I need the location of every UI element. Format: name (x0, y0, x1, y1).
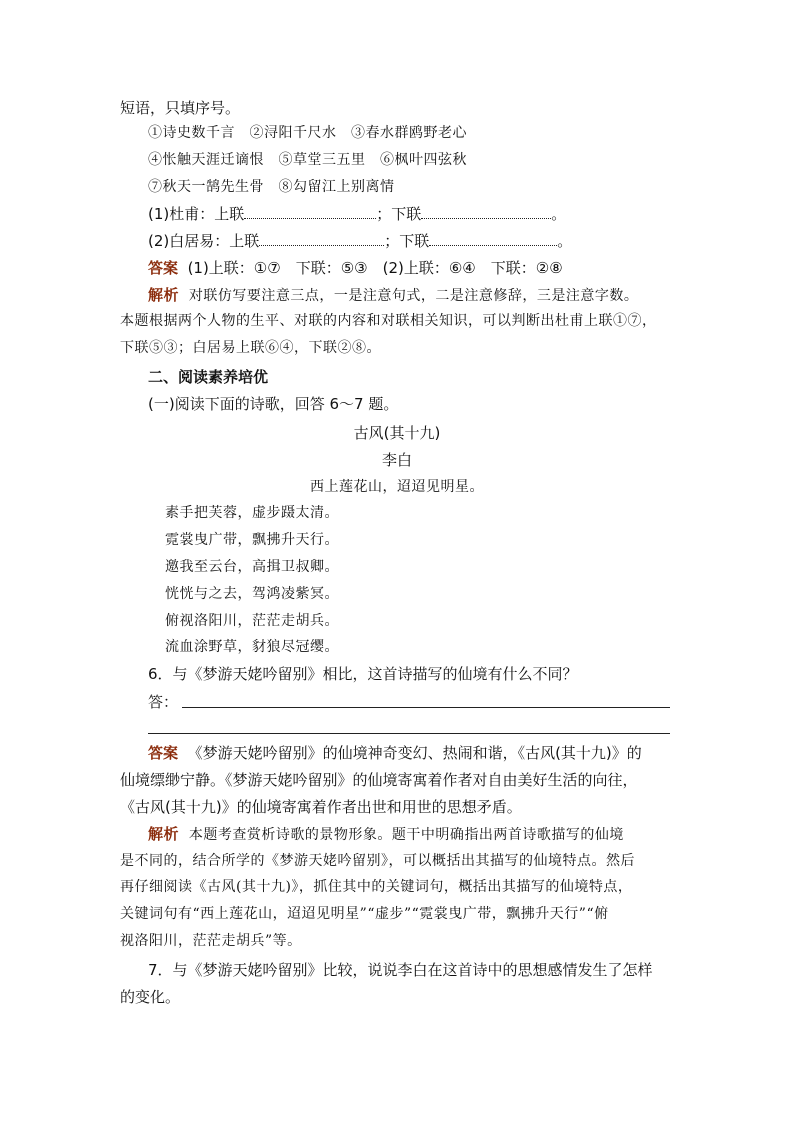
q6-answer-line-3-text: 《古风(其十九)》的仙境寄寓着作者出世和用世的思想矛盾。 (120, 798, 522, 816)
du-fu-lower-blank[interactable] (421, 204, 551, 219)
bai-juyi-period: 。 (557, 232, 573, 250)
section-heading: 二、阅读素养培优 (148, 368, 269, 386)
q6-question: 6．与《梦游天姥吟留别》相比，这首诗描写的仙境有什么不同？ (148, 665, 578, 683)
du-fu-period: 。 (551, 205, 567, 223)
poem-line: 邀我至云台，高揖卫叔卿。 (165, 559, 339, 575)
q6-analysis-line-2: 是不同的，结合所学的《梦游天姥吟留别》，可以概括出其描写的仙境特点。然后 (120, 853, 635, 869)
q6-analysis-line-4: 关键词句有“西上莲花山，迢迢见明星”“虚步”“霓裳曳广带，飘拂升天行”“俯 (120, 906, 609, 922)
bai-juyi-upper-blank[interactable] (259, 231, 384, 246)
q6-analysis-line-1 (148, 824, 624, 845)
q5-answer (148, 258, 563, 278)
q5-answer-text: (1)上联：①⑦ 下联：⑤③ (2)上联：⑥④ 下联：②⑧ (187, 259, 563, 277)
q7-question-line-2: 的变化。 (120, 988, 181, 1006)
poem-title: 古风(其十九) (353, 424, 441, 442)
q5-analysis-line-3: 下联⑤③；白居易上联⑥④，下联②⑧。 (120, 340, 381, 356)
q6-analysis-line-5: 视洛阳川，茫茫走胡兵”等。 (120, 933, 302, 949)
answer-label: 答案 (148, 744, 179, 762)
q6-answer-text-1: 《梦游天姥吟留别》的仙境神奇变幻、热闹和谐，《古风(其十九)》的 (187, 744, 642, 762)
q5-bai-juyi-row (148, 231, 572, 251)
q5-analysis-line-2: 本题根据两个人物的生平、对联的内容和对联相关知识，可以判断出杜甫上联①⑦， (120, 313, 657, 329)
bai-juyi-label: (2)白居易：上联 (148, 232, 260, 250)
poem-first-line: 西上莲花山，迢迢见明星。 (310, 479, 484, 495)
q6-answer-line-1[interactable] (182, 707, 670, 708)
q5-options-row-2: ④怅触天涯迁谪恨 ⑤草堂三五里 ⑥枫叶四弦秋 (148, 152, 467, 168)
q7-question-line-1: 7．与《梦游天姥吟留别》比较，说说李白在这首诗中的思想感情发生了怎样 (148, 961, 653, 979)
q5-du-fu-row (148, 204, 566, 224)
poem-line: 俯视洛阳川，茫茫走胡兵。 (165, 613, 339, 629)
bai-juyi-lower-label: ；下联 (384, 232, 430, 250)
du-fu-upper-blank[interactable] (244, 204, 376, 219)
q5-options-row-3: ⑦秋天一鹄先生骨 ⑧勾留江上别离情 (148, 179, 395, 195)
q6-answer-line-2[interactable] (148, 733, 670, 734)
poem-line: 素手把芙蓉，虚步蹑太清。 (165, 505, 339, 521)
poem-line: 流血涂野草，豺狼尽冠缨。 (165, 639, 339, 655)
q6-analysis-text-1: 本题考查赏析诗歌的景物形象。题干中明确指出两首诗歌描写的仙境 (188, 827, 624, 843)
analysis-label: 解析 (148, 825, 180, 843)
analysis-label: 解析 (148, 286, 180, 304)
q5-analysis-text-1: 对联仿写要注意三点，一是注意句式，二是注意修辞，三是注意字数。 (188, 288, 639, 304)
section-instruction: (一)阅读下面的诗歌，回答 6～7 题。 (148, 395, 399, 413)
q5-analysis-line-1 (148, 285, 638, 306)
q5-options-row-1: ①诗史数千言 ②浔阳千尺水 ③春水群鸥野老心 (148, 125, 467, 141)
q6-answer-line-1-text (148, 743, 642, 763)
bai-juyi-lower-blank[interactable] (429, 231, 557, 246)
du-fu-label: (1)杜甫：上联 (148, 205, 245, 223)
q6-answer-prompt: 答： (148, 693, 179, 711)
du-fu-lower-label: ；下联 (376, 205, 422, 223)
q6-analysis-line-3: 再仔细阅读《古风(其十九)》，抓住其中的关键词句，概括出其描写的仙境特点， (120, 879, 633, 895)
poem-line: 恍恍与之去，驾鸿凌紫冥。 (165, 586, 339, 602)
poem-author: 李白 (381, 451, 412, 469)
q5-intro: 短语，只填序号。 (120, 99, 241, 117)
poem-line: 霓裳曳广带，飘拂升天行。 (165, 532, 339, 548)
answer-label: 答案 (148, 259, 179, 277)
q6-answer-line-2-text: 仙境缥缈宁静。《梦游天姥吟留别》的仙境寄寓着作者对自由美好生活的向往， (120, 771, 638, 789)
